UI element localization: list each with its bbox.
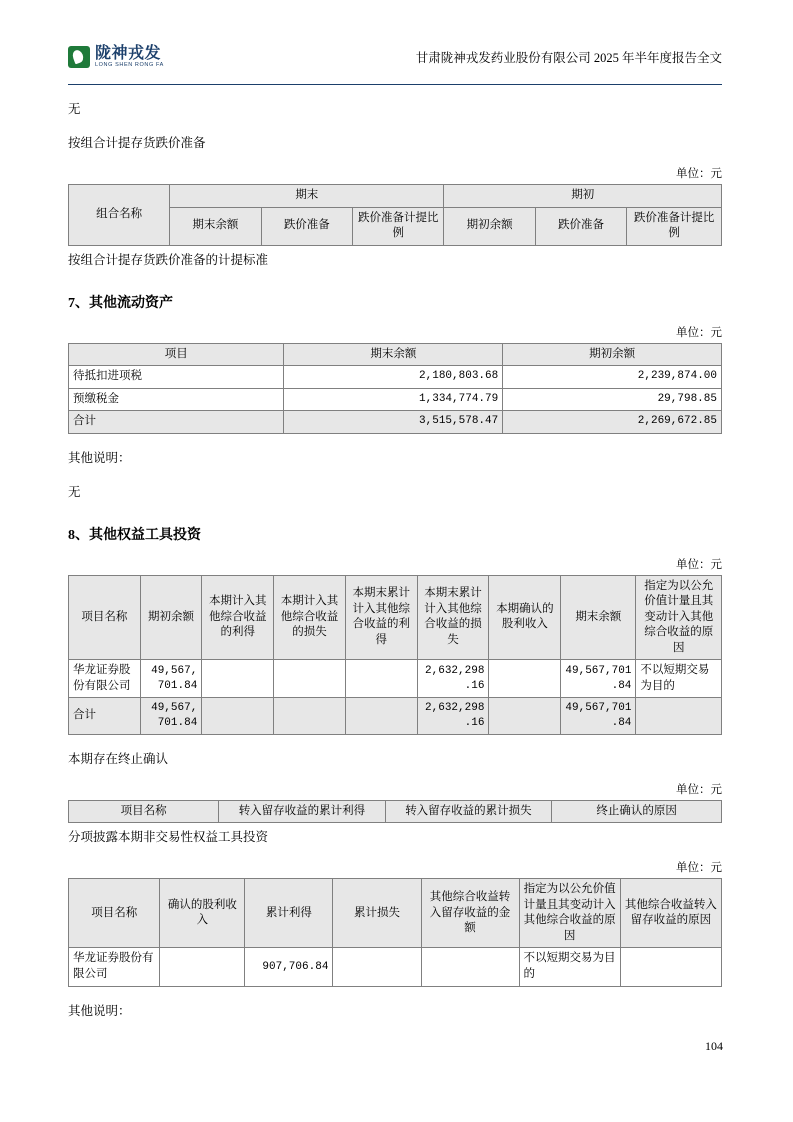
th-dividend-income: 本期确认的股利收入 [489, 575, 561, 660]
cell-end-balance: 2,180,803.68 [284, 366, 503, 389]
cell-item-name: 合计 [69, 411, 284, 434]
table-header-row [69, 185, 722, 208]
cell-item-name: 待抵扣进项税 [69, 366, 284, 389]
th-derecognition-reason: 终止确认的原因 [552, 800, 722, 823]
cell-cumulative-oci-loss: 2,632,298.16 [417, 660, 489, 698]
th-item-name: 项目名称 [69, 879, 160, 948]
th-begin-balance: 期初余额 [444, 207, 535, 245]
cell-oci-loss [274, 698, 346, 735]
cell-end-balance: 49,567,701.84 [561, 660, 636, 698]
table-non-trading-equity [68, 878, 722, 986]
paragraph-none-1: 无 [68, 102, 81, 116]
th-oci-to-retained-amount: 其他综合收益转入留存收益的金额 [421, 879, 519, 948]
table-row [69, 660, 722, 698]
table-other-current-assets [68, 343, 722, 434]
th-end-ratio: 跌价准备计提比例 [353, 207, 444, 245]
table-row-total [69, 411, 722, 434]
note-itemized-disclosure: 分项披露本期非交易性权益工具投资 [68, 830, 269, 845]
cell-oci-loss [274, 660, 346, 698]
table-row [69, 388, 722, 411]
cell-end-balance: 49,567,701.84 [561, 698, 636, 735]
cell-end-balance: 1,334,774.79 [284, 388, 503, 411]
th-designation-reason: 指定为以公允价值计量且其变动计入其他综合收益的原因 [519, 879, 620, 948]
heading-provision-by-group: 按组合计提存货跌价准备 [68, 136, 206, 150]
th-transfer-reason: 其他综合收益转入留存收益的原因 [620, 879, 721, 948]
cell-begin-balance: 49,567,701.84 [140, 660, 202, 698]
cell-oci-to-retained-amount [421, 948, 519, 986]
logo-english-name: LONG SHEN RONG FA [95, 61, 164, 68]
paragraph-none-2: 无 [68, 484, 81, 499]
th-end-balance: 期末余额 [284, 343, 503, 366]
note-other-2: 其他说明： [68, 1003, 131, 1018]
logo-chinese-name: 陇神戎发 [95, 44, 162, 62]
cell-transfer-reason [620, 948, 721, 986]
table-row [69, 366, 722, 389]
logo-text [95, 46, 164, 69]
th-item-name: 项目名称 [69, 800, 219, 823]
cell-begin-balance: 2,239,874.00 [503, 366, 722, 389]
cell-item-name: 合计 [69, 698, 141, 735]
page-number: 104 [705, 1039, 723, 1053]
unit-label-1: 单位：元 [676, 168, 722, 180]
cell-begin-balance: 29,798.85 [503, 388, 722, 411]
th-oci-gain: 本期计入其他综合收益的利得 [202, 575, 274, 660]
cell-end-balance: 3,515,578.47 [284, 411, 503, 434]
table-header-row [69, 343, 722, 366]
th-cumulative-oci-gain: 本期末累计计入其他综合收益的利得 [345, 575, 417, 660]
th-begin-balance: 期初余额 [140, 575, 202, 660]
cell-begin-balance: 2,269,672.85 [503, 411, 722, 434]
th-item: 项目 [69, 343, 284, 366]
th-cumulative-oci-loss: 本期末累计计入其他综合收益的损失 [417, 575, 489, 660]
cell-designation-reason [636, 698, 722, 735]
section-title-8: 8、其他权益工具投资 [68, 527, 201, 543]
note-provision-standard: 按组合计提存货跌价准备的计提标准 [68, 252, 269, 267]
th-item-name: 项目名称 [69, 575, 141, 660]
th-dividend-income: 确认的股利收入 [160, 879, 245, 948]
th-oci-loss: 本期计入其他综合收益的损失 [274, 575, 346, 660]
note-derecognition: 本期存在终止确认 [68, 751, 169, 766]
th-end-balance: 期末余额 [561, 575, 636, 660]
cell-designation-reason: 不以短期交易为目的 [519, 948, 620, 986]
cell-oci-gain [202, 660, 274, 698]
unit-label-4: 单位：元 [676, 783, 722, 796]
cell-cumulative-oci-gain [345, 698, 417, 735]
company-logo [68, 46, 164, 69]
leaf-logo-icon [68, 46, 90, 68]
th-cumulative-loss-to-retained: 转入留存收益的累计损失 [385, 800, 552, 823]
th-end-balance: 期末余额 [170, 207, 261, 245]
cell-dividend-income [489, 660, 561, 698]
th-designation-reason: 指定为以公允价值计量且其变动计入其他综合收益的原因 [636, 575, 722, 660]
cell-item-name: 华龙证券股份有限公司 [69, 660, 141, 698]
cell-cumulative-oci-loss: 2,632,298.16 [417, 698, 489, 735]
cell-cumulative-loss [333, 948, 421, 986]
unit-label-3: 单位：元 [676, 558, 722, 571]
table-header-row [69, 879, 722, 948]
cell-oci-gain [202, 698, 274, 735]
th-begin-balance: 期初余额 [503, 343, 722, 366]
cell-item-name: 华龙证券股份有限公司 [69, 948, 160, 986]
table-row-total [69, 698, 722, 735]
th-cumulative-gain-to-retained: 转入留存收益的累计利得 [219, 800, 386, 823]
table-inventory-provision [68, 184, 722, 246]
cell-designation-reason: 不以短期交易为目的 [636, 660, 722, 698]
th-begin-provision: 跌价准备 [535, 207, 626, 245]
cell-dividend-income [160, 948, 245, 986]
cell-item-name: 预缴税金 [69, 388, 284, 411]
cell-cumulative-gain: 907,706.84 [245, 948, 333, 986]
th-cumulative-gain: 累计利得 [245, 879, 333, 948]
table-derecognition [68, 800, 722, 824]
header-report-title: 甘肃陇神戎发药业股份有限公司 2025 年半年度报告全文 [415, 51, 722, 65]
th-period-begin: 期初 [444, 185, 722, 208]
th-end-provision: 跌价准备 [261, 207, 352, 245]
section-title-7: 7、其他流动资产 [68, 295, 173, 311]
unit-label-2: 单位：元 [676, 326, 722, 339]
th-group-name: 组合名称 [69, 185, 170, 246]
cell-cumulative-oci-gain [345, 660, 417, 698]
th-period-end: 期末 [170, 185, 444, 208]
cell-begin-balance: 49,567,701.84 [140, 698, 202, 735]
table-row [69, 948, 722, 986]
page-content [68, 36, 722, 1021]
th-begin-ratio: 跌价准备计提比例 [627, 207, 722, 245]
unit-label-5: 单位：元 [676, 862, 722, 875]
table-header-row [69, 575, 722, 660]
th-cumulative-loss: 累计损失 [333, 879, 421, 948]
note-other-1: 其他说明： [68, 450, 131, 465]
table-other-equity-investments [68, 575, 722, 735]
cell-dividend-income [489, 698, 561, 735]
document-header [68, 36, 722, 85]
table-header-row [69, 800, 722, 823]
